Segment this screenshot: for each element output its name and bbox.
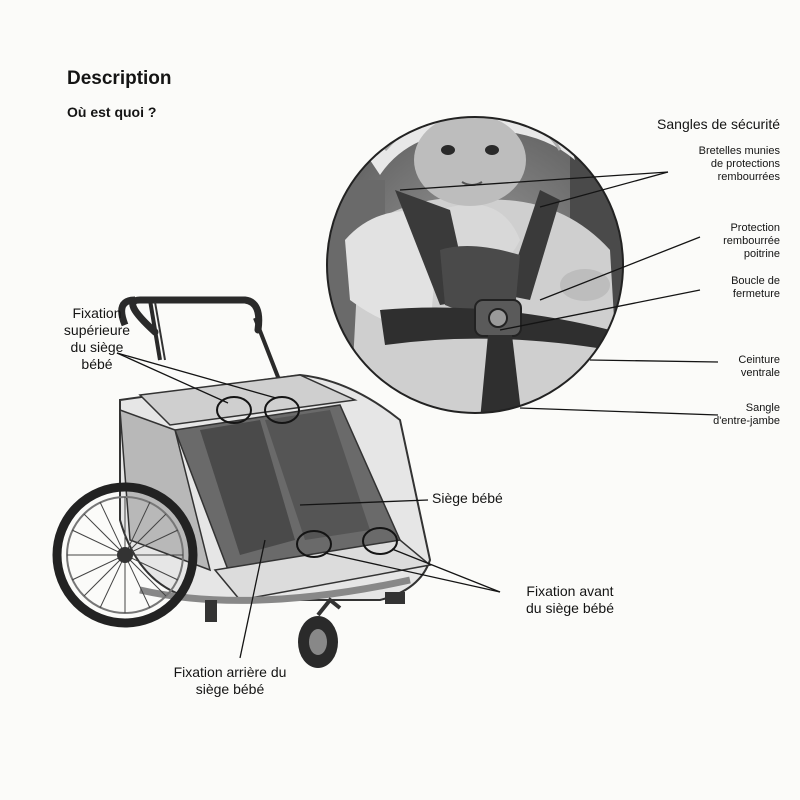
label-baby-seat: Siège bébé [432, 490, 503, 506]
label-top-mount: Fixation supérieure du siège bébé [63, 305, 131, 372]
label-buckle: Boucle de fermeture [731, 275, 780, 300]
page-subtitle: Où est quoi ? [67, 104, 157, 120]
child-photo [320, 93, 640, 420]
label-rear-mount: Fixation arrière du siège bébé [173, 664, 287, 697]
label-crotch-strap: Sangle d'entre-jambe [713, 402, 780, 427]
label-padded-shoulder-straps: Bretelles munies de protections rembourrées [698, 145, 780, 183]
label-lap-belt: Ceinture ventrale [738, 354, 780, 379]
label-front-mount: Fixation avant du siège bébé [526, 583, 614, 616]
label-chest-pad: Protection rembourrée poitrine [723, 222, 780, 260]
harness-section-title: Sangles de sécurité [657, 116, 780, 132]
page-title: Description [67, 68, 172, 89]
